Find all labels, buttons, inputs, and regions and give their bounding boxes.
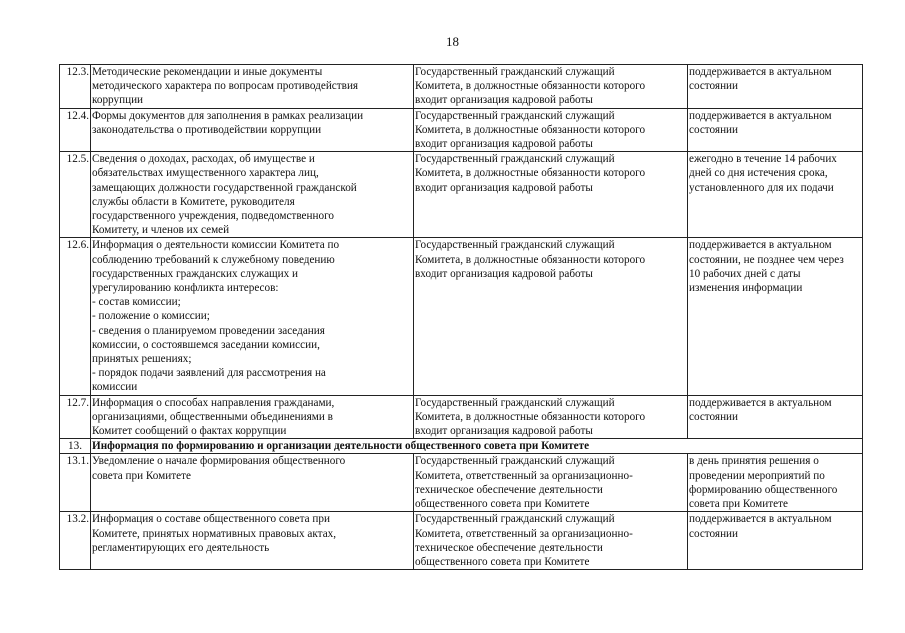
cell-line: состоянии [689,123,739,136]
cell-line: 10 рабочих дней с даты [689,267,801,280]
row-number: 13.1. [60,454,91,512]
cell-line: поддерживается в актуальном [689,66,832,78]
cell-line: замещающих должности государственной гражданской [92,181,357,194]
row-number: 12.3. [60,65,91,109]
table-row [60,65,863,109]
row-number: 12.4. [60,108,91,152]
cell-line: Государственный гражданский служащий [415,66,615,78]
cell-line: Уведомление о начале формирования общественного [92,455,346,468]
cell-line: совета при Комитете [689,498,788,511]
cell-line: поддерживается в актуальном [689,109,832,122]
info-cell [91,512,414,570]
cell-line: проведении мероприятий по [689,469,825,482]
section-title: Информация по формированию и организации деятельности общественного совета при Комитете [91,439,863,454]
responsible-cell [414,238,688,395]
cell-line: входит организация кадровой работы [415,181,593,194]
row-number: 12.6. [60,238,91,395]
info-cell [91,108,414,152]
responsible-cell [414,152,688,238]
cell-line: Государственный гражданский служащий [415,455,615,468]
cell-line: принятых решениях; [92,353,192,366]
table-row [60,454,863,512]
table-row [60,238,863,395]
cell-line: техническое обеспечение деятельности [415,483,603,496]
cell-line: государственных гражданских служащих и [92,267,299,280]
term-cell [688,395,863,439]
table-row [60,108,863,152]
cell-line: - положение о комиссии; [92,310,210,323]
cell-line: поддерживается в актуальном [689,239,832,252]
cell-line: общественного совета при Комитете [415,555,590,568]
document-table [59,64,863,570]
info-cell [91,65,414,109]
cell-line: Комитета, ответственный за организационно- [415,469,633,482]
cell-line: Комитета, в должностные обязанности которого [415,123,646,136]
cell-line: входит организация кадровой работы [415,94,593,107]
responsible-cell [414,395,688,439]
responsible-cell [414,65,688,109]
cell-line: состоянии [689,410,739,423]
responsible-cell [414,108,688,152]
cell-line: службы области в Комитете, руководителя [92,195,295,208]
section-row [60,439,863,454]
cell-line: общественного совета при Комитете [415,498,590,511]
table-row [60,512,863,570]
cell-line: организациями, общественными объединениями в [92,410,333,423]
cell-line: изменения информации [689,282,803,295]
page-number: 18 [446,34,459,49]
cell-line: Комитета, в должностные обязанности которого [415,253,646,266]
cell-line: комиссии, о состоявшемся заседании комиссии, [92,338,320,351]
cell-line: Комитет сообщений о фактах коррупции [92,425,287,438]
cell-line: урегулированию конфликта интересов: [92,282,279,295]
cell-line: государственного учреждения, подведомственного [92,210,334,223]
cell-line: входит организация кадровой работы [415,267,593,280]
cell-line: Формы документов для заполнения в рамках реализации [92,109,364,122]
cell-line: соблюдению требований к служебному поведению [92,253,335,266]
cell-line: состоянии [689,80,739,93]
term-cell [688,108,863,152]
responsible-cell [414,454,688,512]
row-number: 12.5. [60,152,91,238]
info-cell [91,238,414,395]
cell-line: поддерживается в актуальном [689,396,832,409]
cell-line: дней со дня истечения срока, [689,167,828,180]
term-cell [688,512,863,570]
cell-line: Комитета, в должностные обязанности которого [415,80,646,93]
term-cell [688,152,863,238]
cell-line: Государственный гражданский служащий [415,153,615,166]
cell-line: Комитета, ответственный за организационно- [415,527,633,540]
cell-line: законодательства о противодействии коррупции [92,123,322,136]
cell-line: Комитете, принятых нормативных правовых актах, [92,527,337,540]
table-row [60,152,863,238]
cell-line: Информация о составе общественного совета при [92,513,330,526]
cell-line: поддерживается в актуальном [689,513,832,526]
term-cell [688,238,863,395]
cell-line: Комитета, в должностные обязанности которого [415,410,646,423]
cell-line: Комитета, в должностные обязанности которого [415,167,646,180]
cell-line: обязательствах имущественного характера лиц, [92,167,319,180]
cell-line: входит организация кадровой работы [415,138,593,151]
cell-line: Методические рекомендации и иные документы [92,66,323,78]
cell-line: регламентирующих его деятельность [92,541,270,554]
cell-line: коррупции [92,94,144,107]
cell-line: Информация о способах направления гражданами, [92,396,335,409]
term-cell [688,454,863,512]
cell-line: методического характера по вопросам противодействия [92,80,359,93]
cell-line: совета при Комитете [92,469,191,482]
info-cell [91,454,414,512]
cell-line: - сведения о планируемом проведении заседания [92,324,325,337]
cell-line: Информация о деятельности комиссии Комитета по [92,239,340,252]
section-number: 13. [60,439,91,454]
cell-line: Государственный гражданский служащий [415,396,615,409]
cell-line: комиссии [92,381,138,394]
cell-line: Государственный гражданский служащий [415,239,615,252]
table-body [60,65,863,570]
cell-line: состоянии, не позднее чем через [689,253,844,266]
cell-line: Сведения о доходах, расходах, об имуществе и [92,153,315,166]
cell-line: - состав комиссии; [92,296,181,309]
row-number: 13.2. [60,512,91,570]
cell-line: Государственный гражданский служащий [415,109,615,122]
cell-line: формированию общественного [689,483,838,496]
cell-line: ежегодно в течение 14 рабочих [689,153,837,166]
term-cell [688,65,863,109]
cell-line: установленного для их подачи [689,181,834,194]
cell-line: состоянии [689,527,739,540]
info-cell [91,395,414,439]
row-number: 12.7. [60,395,91,439]
table-row [60,395,863,439]
cell-line: Государственный гражданский служащий [415,513,615,526]
responsible-cell [414,512,688,570]
cell-line: - порядок подачи заявлений для рассмотрения на [92,367,326,380]
cell-line: Комитету, и членов их семей [92,224,230,237]
cell-line: в день принятия решения о [689,455,819,468]
cell-line: входит организация кадровой работы [415,425,593,438]
cell-line: техническое обеспечение деятельности [415,541,603,554]
info-cell [91,152,414,238]
